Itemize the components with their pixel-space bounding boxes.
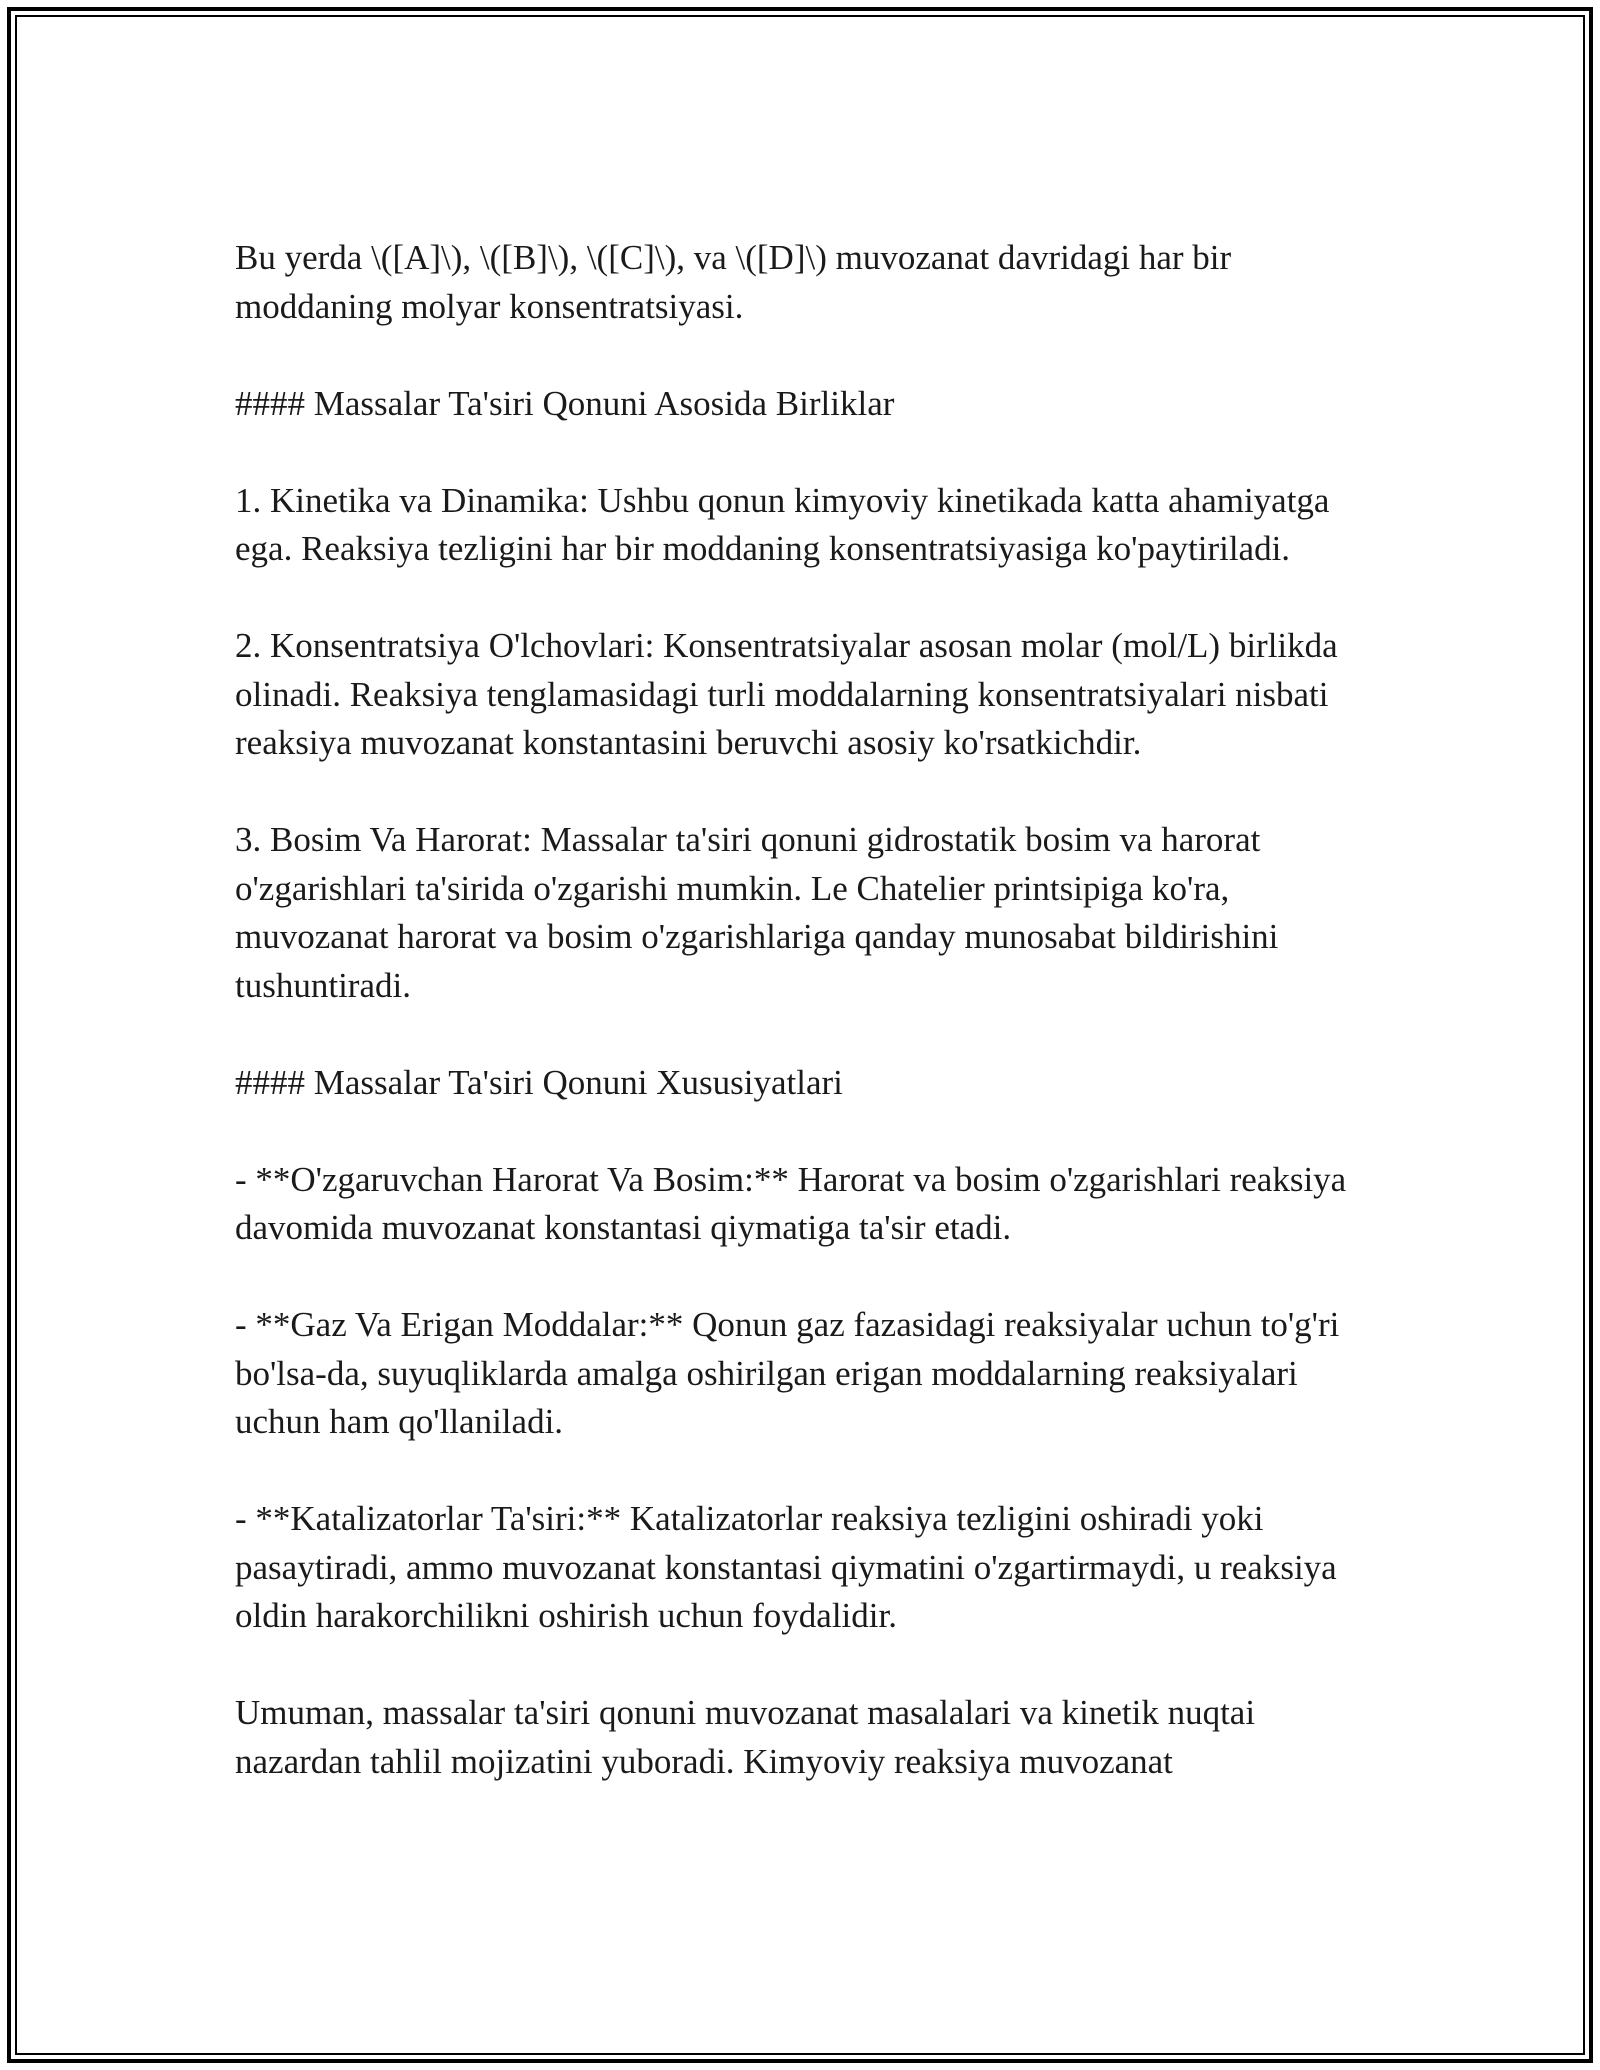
list-item-kinetics: 1. Kinetika va Dinamika: Ushbu qonun kimyoviy kinetikada katta ahamiyatga ega. Reaksiya tezligini har bir moddaning konsentratsiyasiga ko'paytiriladi. bbox=[235, 480, 1330, 568]
list-item-pressure-temperature: 3. Bosim Va Harorat: Massalar ta'siri qonuni gidrostatik bosim va harorat o'zgarishlari ta'sirida o'zgarishi mumkin. Le Chatelier printsipiga ko'ra, muvozanat harorat va bosim o'zgarishlariga qanday munosabat bildirishini tushuntiradi. bbox=[235, 820, 1279, 1005]
bullet-gas-solutes: - **Gaz Va Erigan Moddalar:** Qonun gaz fazasidagi reaksiyalar uchun to'g'ri bo'lsa-da, suyuqliklarda amalga oshirilgan erigan moddalarning reaksiyalari uchun ham qo'llaniladi. bbox=[235, 1305, 1340, 1441]
bullet-variable-temperature: - **O'zgaruvchan Harorat Va Bosim:** Harorat va bosim o'zgarishlari reaksiya davomida muvozanat konstantasi qiymatiga ta'sir etadi. bbox=[235, 1159, 1347, 1247]
paragraph-summary: Umuman, massalar ta'siri qonuni muvozanat masalalari va kinetik nuqtai nazardan tahlil mojizatini yuboradi. Kimyoviy reaksiya muvozanat bbox=[235, 1693, 1256, 1781]
list-item-concentration-measures: 2. Konsentratsiya O'lchovlari: Konsentratsiyalar asosan molar (mol/L) birlikda olinadi. Reaksiya tenglamasidagi turli moddalarning konsentratsiyalari nisbati reaksiya muvozanat konstantasini beruvchi asosiy ko'rsatkichdir. bbox=[235, 626, 1338, 762]
heading-units: #### Massalar Ta'siri Qonuni Asosida Birliklar bbox=[235, 383, 895, 423]
bullet-catalysts: - **Katalizatorlar Ta'siri:** Katalizatorlar reaksiya tezligini oshiradi yoki pasaytiradi, ammo muvozanat konstantasi qiymatini o'zgartirmaydi, u reaksiya oldin harakorchilikni oshirish uchun foydalidir. bbox=[235, 1499, 1337, 1635]
heading-properties: #### Massalar Ta'siri Qonuni Xususiyatlari bbox=[235, 1062, 843, 1102]
document-body bbox=[235, 234, 1365, 1835]
paragraph-concentrations-note: Bu yerda \([A]\), \([B]\), \([C]\), va \([D]\) muvozanat davridagi har bir moddaning molyar konsentratsiyasi. bbox=[235, 238, 1232, 326]
